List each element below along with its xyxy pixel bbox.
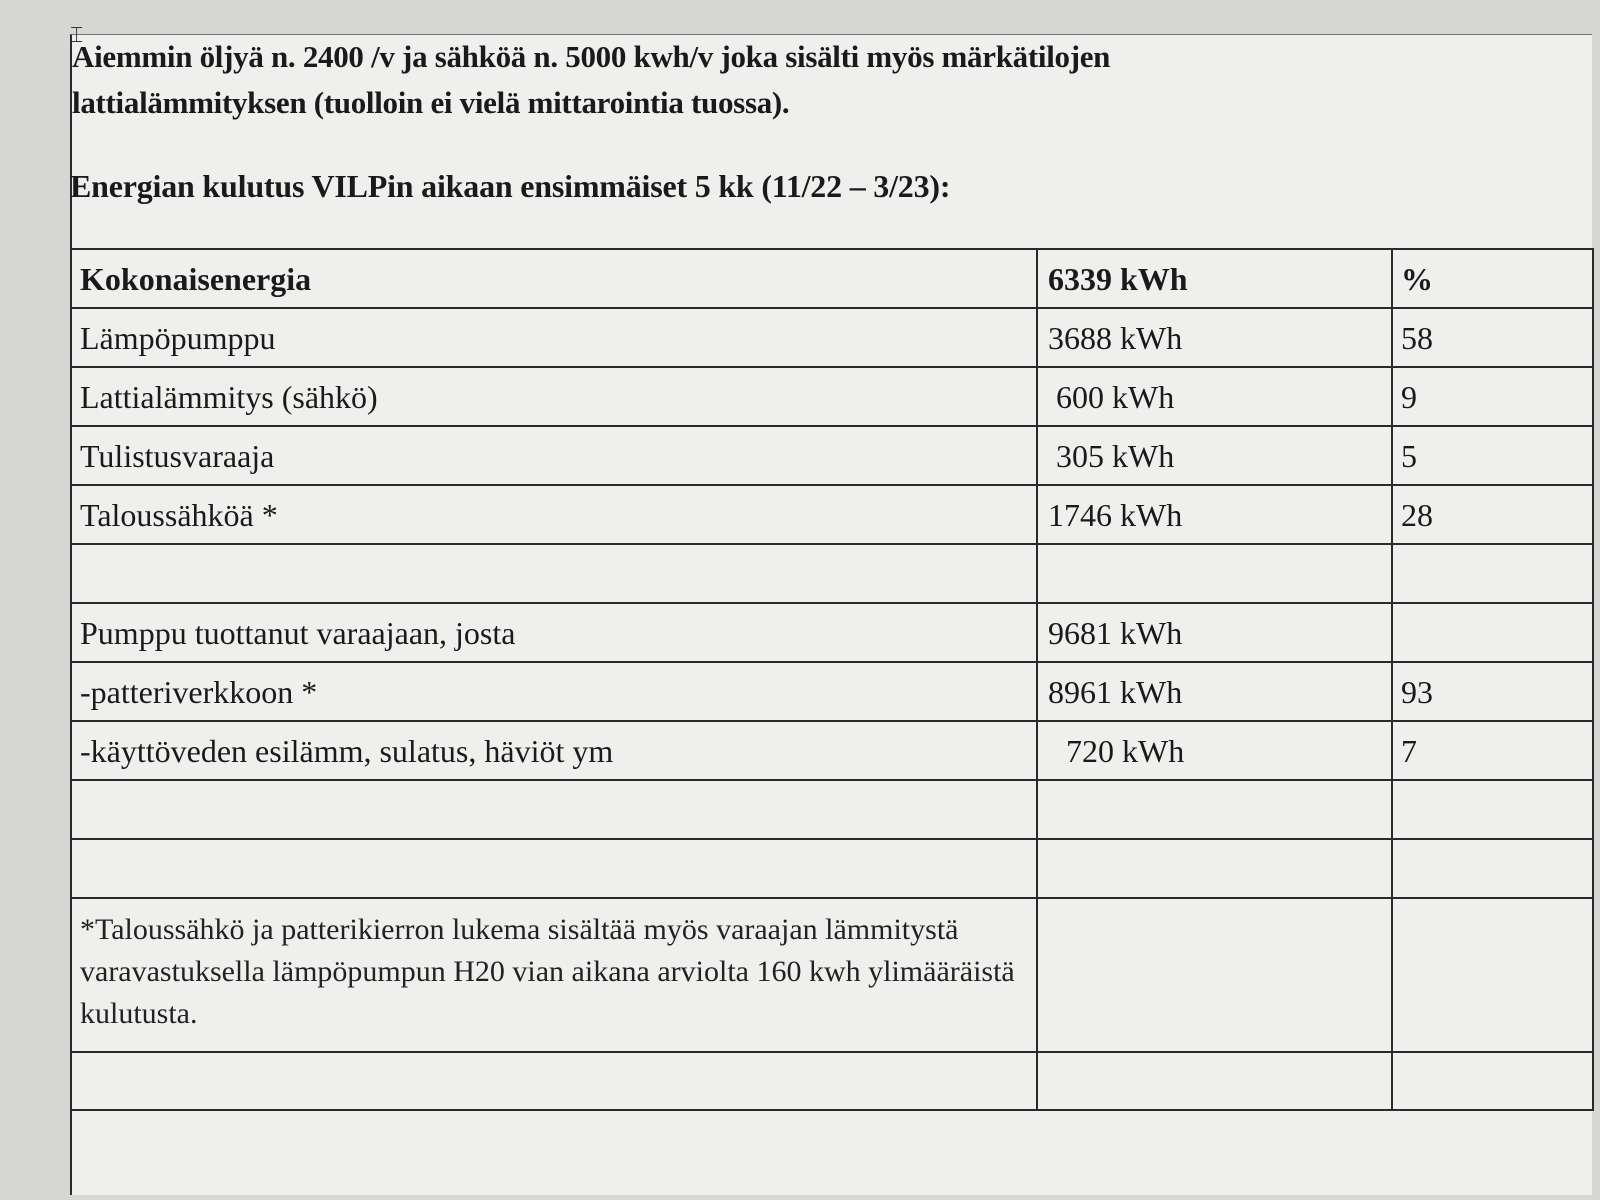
- header-label-cell: Kokonaisenergia: [71, 249, 1037, 308]
- row-pct-cell: 5: [1392, 426, 1593, 485]
- row-value-cell: 720 kWh: [1037, 721, 1392, 780]
- row-value-cell: 600 kWh: [1037, 367, 1392, 426]
- header-pct-cell: %: [1392, 249, 1593, 308]
- row-pct-cell: 93: [1392, 662, 1593, 721]
- row-pct-cell: 9: [1392, 367, 1593, 426]
- row-pct-cell: 58: [1392, 308, 1593, 367]
- footnote-empty-cell: [1392, 898, 1593, 1052]
- energy-table: [70, 248, 1594, 1111]
- table-row-empty: [71, 780, 1593, 839]
- row-value-cell: [1037, 839, 1392, 898]
- row-value-cell: 305 kWh: [1037, 426, 1392, 485]
- text-cursor-icon: ⌶: [70, 22, 84, 47]
- table-row: [71, 603, 1593, 662]
- row-label-cell: Lattialämmitys (sähkö): [71, 367, 1037, 426]
- row-value-cell: 1746 kWh: [1037, 485, 1392, 544]
- row-pct-cell: [1392, 839, 1593, 898]
- table-row: [71, 721, 1593, 780]
- table-row: [71, 367, 1593, 426]
- row-label-cell: -patteriverkkoon *: [71, 662, 1037, 721]
- table-row: [71, 308, 1593, 367]
- row-label-cell: Taloussähköä *: [71, 485, 1037, 544]
- intro-line-1: Aiemmin öljyä n. 2400 /v ja sähköä n. 5000 kwh/v joka sisälti myös märkätilojen: [72, 39, 1111, 74]
- row-value-cell: [1037, 544, 1392, 603]
- intro-line-2: lattialämmityksen (tuolloin ei vielä mittarointia tuossa).: [72, 85, 790, 120]
- row-value-cell: [1037, 780, 1392, 839]
- row-label-cell: Pumppu tuottanut varaajaan, josta: [71, 603, 1037, 662]
- table-row-empty: [71, 839, 1593, 898]
- footnote-empty-cell: [1037, 898, 1392, 1052]
- row-label-cell: [71, 839, 1037, 898]
- table-row: [71, 485, 1593, 544]
- row-label-cell: Lämpöpumppu: [71, 308, 1037, 367]
- row-label-cell: [71, 544, 1037, 603]
- row-value-cell: 8961 kWh: [1037, 662, 1392, 721]
- row-pct-cell: [1392, 544, 1593, 603]
- table-header-row: [71, 249, 1593, 308]
- row-label-cell: -käyttöveden esilämm, sulatus, häviöt ym: [71, 721, 1037, 780]
- table-row-empty: [71, 544, 1593, 603]
- table-row-empty: [71, 1052, 1593, 1110]
- row-label-cell: Tulistusvaraaja: [71, 426, 1037, 485]
- row-pct-cell: [1392, 603, 1593, 662]
- row-pct-cell: 7: [1392, 721, 1593, 780]
- table-row: [71, 426, 1593, 485]
- row-label-cell: [71, 1052, 1037, 1110]
- footnote-text: *Taloussähkö ja patterikierron lukema sisältää myös varaajan lämmitystä varavastuksella lämpöpumpun H20 vian aikana arviolta 160 kwh ylimääräistä kulutusta.: [71, 898, 1037, 1052]
- row-value-cell: 3688 kWh: [1037, 308, 1392, 367]
- row-pct-cell: [1392, 1052, 1593, 1110]
- footnote-row: [71, 898, 1593, 1052]
- row-pct-cell: 28: [1392, 485, 1593, 544]
- table-row: [71, 662, 1593, 721]
- intro-paragraph: [72, 34, 1512, 126]
- section-heading: Energian kulutus VILPin aikaan ensimmäiset 5 kk (11/22 – 3/23):: [70, 168, 951, 204]
- header-value-cell: 6339 kWh: [1037, 249, 1392, 308]
- row-label-cell: [71, 780, 1037, 839]
- row-pct-cell: [1392, 780, 1593, 839]
- row-value-cell: [1037, 1052, 1392, 1110]
- row-value-cell: 9681 kWh: [1037, 603, 1392, 662]
